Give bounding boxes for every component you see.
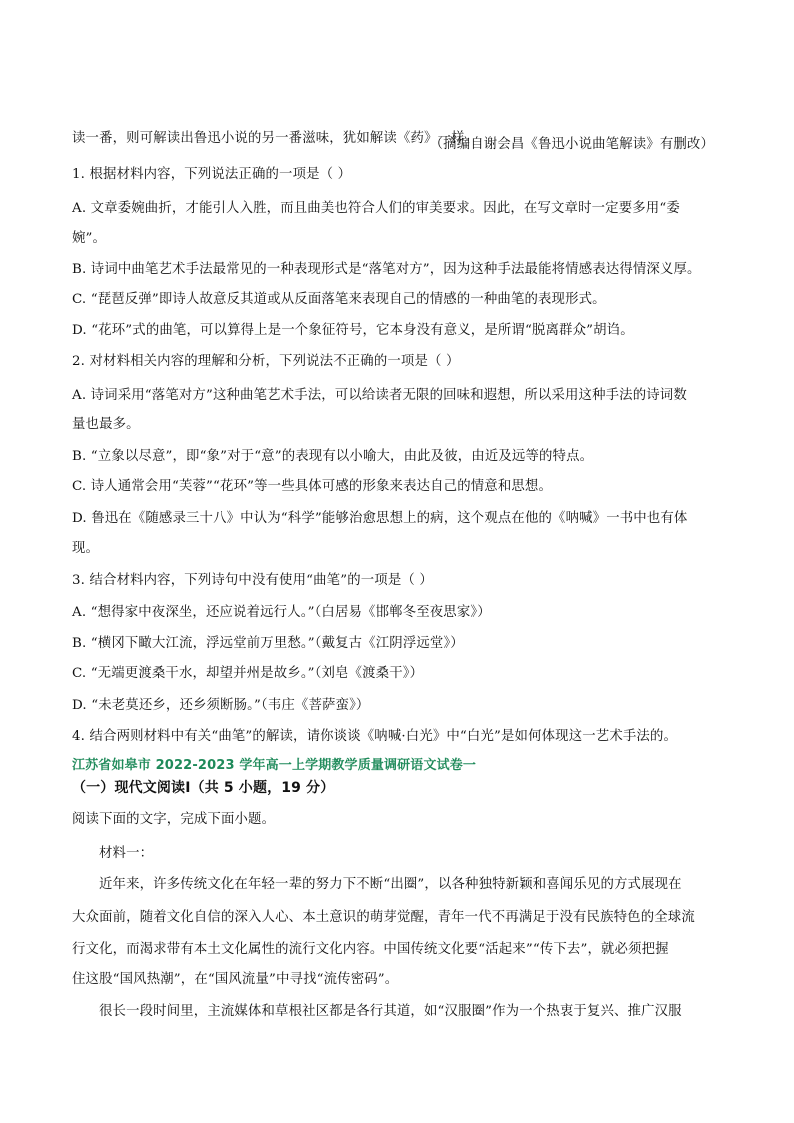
q1-option-d: D. “花环”式的曲笔，可以算得上是一个象征符号，它本身没有意义，是所谓“脱离群众”胡诌。 — [72, 323, 634, 338]
instruction: 阅读下面的文字，完成下面小题。 — [72, 812, 276, 827]
intro-line: 读一番，则可解读出鲁迅小说的另一番滋味，犹如解读《药》一样。 — [72, 131, 479, 146]
citation: （摘编自谢会昌《鲁迅小说曲笔解读》有删改） — [429, 137, 714, 152]
paragraph1-line4: 住这股“国风热潮”，在“国风流量”中寻找“流传密码”。 — [72, 972, 399, 987]
material-label: 材料一： — [99, 846, 154, 861]
q3-option-b: B. “横冈下瞰大江流，浮远堂前万里愁。”（戴复古《江阴浮远堂》） — [72, 636, 464, 651]
q2-option-d-line2: 现。 — [72, 541, 100, 556]
q2-option-c: C. 诗人通常会用“芙蓉”“花环”等一些具体可感的形象来表达自己的情意和思想。 — [72, 479, 553, 494]
q2-option-d-line1: D. 鲁迅在《随感录三十八》中认为“科学”能够治愈思想上的病，这个观点在他的《呐喊》一书中也有体 — [72, 511, 688, 526]
q3-option-c: C. “无端更渡桑干水，却望并州是故乡。”（刘皂《渡桑干》） — [72, 666, 424, 681]
section-title: （一）现代文阅读Ⅰ（共 5 小题，19 分） — [72, 780, 335, 796]
q1-option-a-line1: A. 文章委婉曲折，才能引人入胜，而且曲美也符合人们的审美要求。因此，在写文章时一定要多用“委 — [72, 201, 680, 216]
q2-option-b: B. “立象以尽意”，即“象”对于“意”的表现有以小喻大，由此及彼，由近及远等的特点。 — [72, 449, 594, 464]
paragraph2-line1: 很长一段时间里，主流媒体和草根社区都是各行其道，如“汉服圈”作为一个热衷于复兴、推广汉服 — [99, 1004, 682, 1019]
exam-source-title: 江苏省如皋市 2022-2023 学年高一上学期教学质量调研语文试卷一 — [72, 758, 477, 773]
q1-option-b: B. 诗词中曲笔艺术手法最常见的一种表现形式是“落笔对方”，因为这种手法最能将情感表达得情深义厚。 — [72, 262, 701, 277]
q3-option-d: D. “未老莫还乡，还乡须断肠。”（韦庄《菩萨蛮》） — [72, 698, 370, 713]
q2-option-a-line2: 量也最多。 — [72, 417, 140, 432]
question-2-stem: 2. 对材料相关内容的理解和分析，下列说法不正确的一项是（ ） — [72, 354, 460, 369]
q1-option-a-line2: 婉”。 — [72, 231, 107, 246]
question-4-stem: 4. 结合两则材料中有关“曲笔”的解读，请你谈谈《呐喊·白光》中“白光”是如何体现这一艺术手法的。 — [72, 729, 678, 744]
question-1-stem: 1. 根据材料内容，下列说法正确的一项是（ ） — [72, 167, 352, 182]
q3-option-a: A. “想得家中夜深坐，还应说着远行人。”（白居易《邯郸冬至夜思家》） — [72, 605, 491, 620]
paragraph1-line2: 大众面前，随着文化自信的深入人心、本土意识的萌芽觉醒，青年一代不再满足于没有民族特色的全球流 — [72, 910, 695, 925]
question-3-stem: 3. 结合材料内容，下列诗句中没有使用“曲笔”的一项是（ ） — [72, 573, 433, 588]
q1-option-c: C. “琵琶反弹”即诗人故意反其道或从反面落笔来表现自己的情感的一种曲笔的表现形式。 — [72, 292, 606, 307]
paragraph1-line1: 近年来，许多传统文化在年轻一辈的努力下不断“出圈”，以各种独特新颖和喜闻乐见的方式展现在 — [99, 877, 682, 892]
q2-option-a-line1: A. 诗词采用“落笔对方”这种曲笔艺术手法，可以给读者无限的回味和遐想，所以采用这种手法的诗词数 — [72, 388, 687, 403]
paragraph1-line3: 行文化，而渴求带有本土文化属性的流行文化内容。中国传统文化要“活起来”“传下去”，就必须把握 — [72, 942, 669, 957]
